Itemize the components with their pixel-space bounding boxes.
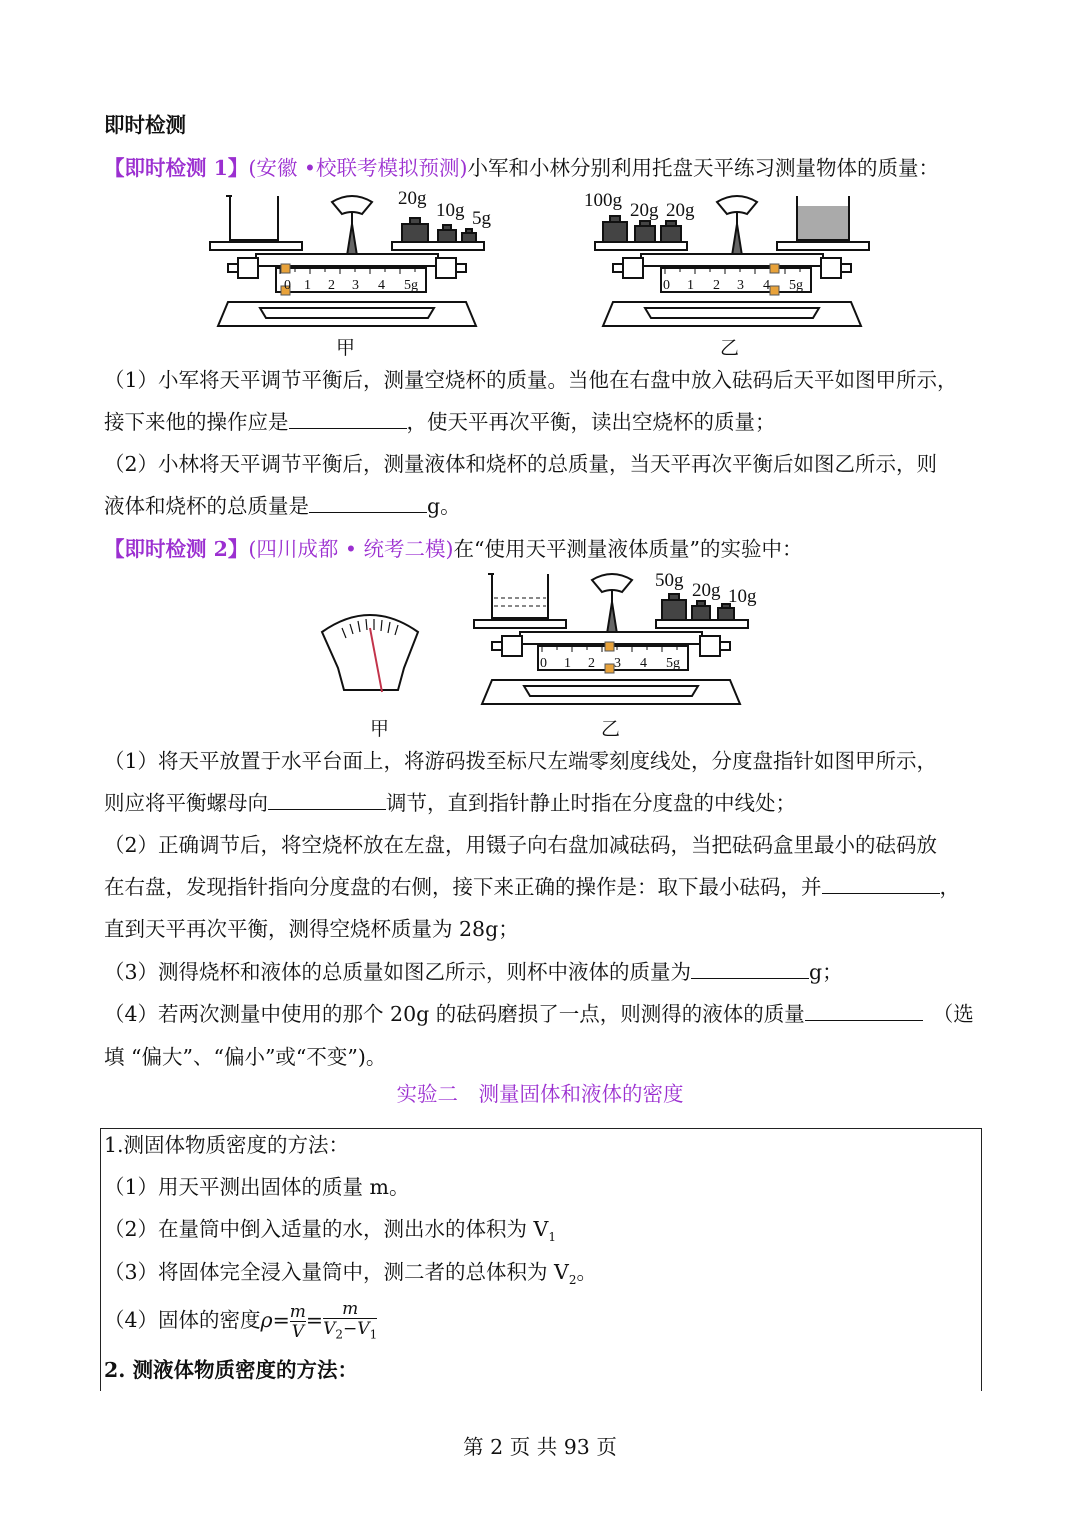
q2-part1-b: 则应将平衡螺母向 调节，直到指针静止时指在分度盘的中线处； (104, 791, 796, 815)
weight-label-50g: 50g (655, 570, 684, 591)
svg-text:4: 4 (640, 656, 647, 671)
svg-text:4: 4 (763, 278, 770, 293)
fraction-m-over-v2-minus-v1: $\frac{m}{V_2-V_1}$ (323, 1299, 378, 1342)
q2-part2-a: （2）正确调节后，将空烧杯放在左盘，用镊子向右盘加减砝码，当把砝码盒里最小的砝码放 (104, 833, 938, 857)
weight-label-10g-b: 10g (728, 586, 757, 607)
q1-part1-a: （1）小军将天平调节平衡后，测量空烧杯的质量。当他在右盘中放入砝码后天平如图甲所示， (104, 368, 958, 392)
q1-figure (200, 184, 900, 356)
scale-tick-jia-0: 0 (284, 278, 291, 293)
q2-part4-b: 填 “偏大”、“偏小”或“不变”)。 (104, 1045, 387, 1069)
fraction-m-over-v: $\frac{m}{V}$ (289, 1301, 306, 1342)
answer-blank[interactable] (289, 408, 407, 429)
box-step-1: （1）用天平测出固体的质量 m。 (104, 1175, 410, 1199)
q2-part2-c: 直到天平再次平衡，测得空烧杯质量为 28g； (104, 917, 519, 941)
q2-part1-a: （1）将天平放置于水平台面上，将游码拨至标尺左端零刻度线处，分度盘指针如图甲所示， (104, 749, 938, 773)
q2-caption-right: 乙 (601, 718, 621, 740)
weight-label-10g: 10g (436, 200, 465, 221)
weight-label-20g: 20g (398, 188, 427, 209)
q1-caption-right: 乙 (720, 337, 740, 359)
q1-stem: 小军和小林分别利用托盘天平练习测量物体的质量： (467, 156, 940, 180)
svg-text:2: 2 (588, 656, 595, 671)
answer-blank[interactable] (309, 492, 427, 513)
svg-text:1: 1 (304, 278, 311, 293)
answer-blank[interactable] (691, 958, 809, 979)
box-step-4: （4）固体的密度ρ= $\frac{m}{V}$ = $\frac{m}{V_2-V_1}$ (104, 1299, 378, 1342)
svg-text:1: 1 (564, 656, 571, 671)
q2-figure (316, 566, 776, 716)
svg-text:5g: 5g (789, 278, 803, 293)
q1-caption-left: 甲 (336, 337, 356, 359)
svg-text:0: 0 (663, 278, 670, 293)
q2-source: (四川成都 • 统考二模) (248, 537, 454, 561)
answer-blank[interactable] (805, 1000, 923, 1021)
q1-part2-a: （2）小林将天平调节平衡后，测量液体和烧杯的总质量，当天平再次平衡后如图乙所示，则 (104, 452, 938, 476)
box-heading-2: 2. 测液体物质密度的方法： (104, 1358, 359, 1382)
q1-header (104, 153, 939, 183)
answer-blank[interactable] (268, 789, 386, 810)
weight-label-100g: 100g (584, 190, 622, 211)
q1-tag: 【即时检测 1】 (104, 156, 249, 180)
q1-part2-b: 液体和烧杯的总质量是 g。 (104, 494, 461, 518)
experiment-title: 实验二 测量固体和液体的密度 (396, 1082, 684, 1106)
q2-stem: 在“使用天平测量液体质量”的实验中： (453, 537, 803, 561)
svg-text:3: 3 (737, 278, 744, 293)
q2-part3: （3）测得烧杯和液体的总质量如图乙所示，则杯中液体的质量为 g； (104, 960, 843, 984)
rho-symbol: ρ (260, 1308, 273, 1333)
box-heading-1: 1.测固体物质密度的方法： (104, 1133, 350, 1157)
q2-tag: 【即时检测 2】 (104, 537, 249, 561)
svg-text:2: 2 (328, 278, 335, 293)
svg-text:2: 2 (713, 278, 720, 293)
weight-label-5g: 5g (472, 208, 491, 229)
q2-caption-left: 甲 (370, 718, 390, 740)
q2-part4-a: （4）若两次测量中使用的那个 20g 的砝码磨损了一点，则测得的液体的质量 （选 (104, 1002, 974, 1026)
svg-text:1: 1 (687, 278, 694, 293)
page-footer: 第 2 页 共 93 页 (463, 1435, 617, 1459)
weight-label-20g-c: 20g (692, 580, 721, 601)
q2-part2-b: 在右盘，发现指针指向分度盘的右侧，接下来正确的操作是：取下最小砝码，并 ， (104, 875, 960, 899)
q2-header (104, 534, 803, 564)
svg-text:3: 3 (352, 278, 359, 293)
section-heading: 即时检测 (104, 113, 186, 137)
answer-blank[interactable] (822, 873, 940, 894)
svg-text:5g: 5g (404, 278, 418, 293)
q1-source: (安徽 •校联考模拟预测) (248, 156, 468, 180)
box-step-3: （3）将固体完全浸入量筒中，测二者的总体积为 $V_2$。 (104, 1260, 598, 1288)
dial-jia-icon (322, 615, 418, 690)
weight-label-20g-a: 20g (630, 200, 659, 221)
svg-text:3: 3 (614, 656, 621, 671)
q1-part1-b: 接下来他的操作应是 ，使天平再次平衡，读出空烧杯的质量； (104, 410, 776, 434)
weight-label-20g-b: 20g (666, 200, 695, 221)
svg-text:4: 4 (378, 278, 385, 293)
svg-text:5g: 5g (666, 656, 680, 671)
svg-text:0: 0 (540, 656, 547, 671)
box-step-2: （2）在量筒中倒入适量的水，测出水的体积为 $V_1$ (104, 1217, 557, 1245)
